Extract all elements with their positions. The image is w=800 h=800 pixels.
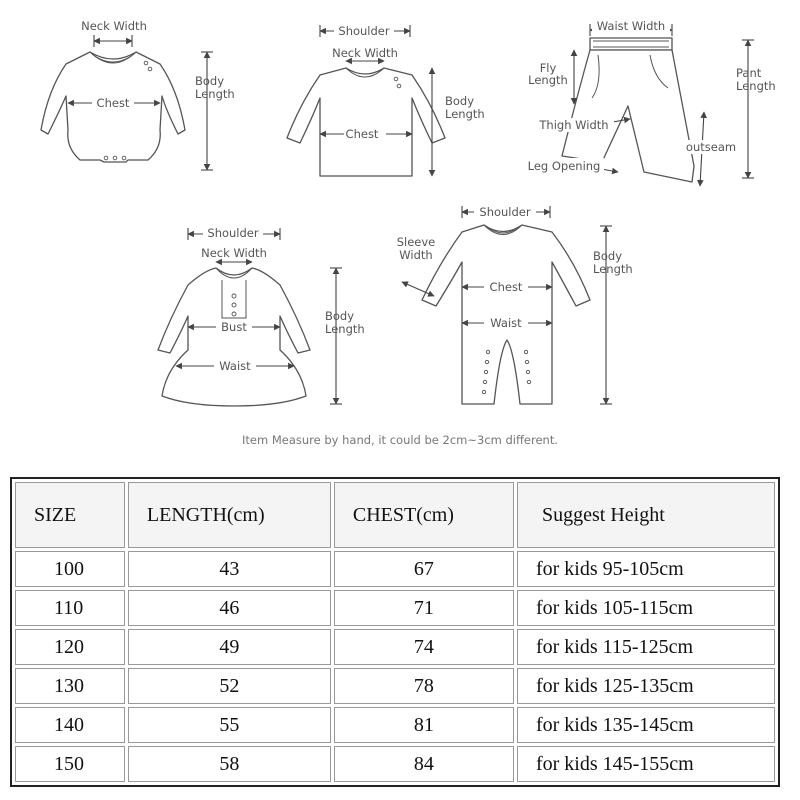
cell-length: 55 <box>128 707 331 743</box>
header-length: LENGTH(cm) <box>128 482 331 548</box>
table-header-row <box>15 482 775 548</box>
romper-waist-label: Waist <box>490 316 522 330</box>
tshirt-button <box>397 84 401 88</box>
bodysuit-button <box>144 61 148 65</box>
dress-body-length-label: Body <box>325 309 355 323</box>
table-row <box>15 707 775 743</box>
romper-snap <box>483 380 486 383</box>
dress-outline <box>158 268 310 406</box>
dress-illustration <box>158 226 365 406</box>
romper-snap <box>525 360 528 363</box>
romper-illustration <box>397 204 633 404</box>
romper-outline <box>422 225 590 404</box>
pants-pant-length-label: Pant <box>736 66 762 80</box>
table-row <box>15 746 775 782</box>
size-table <box>10 477 780 787</box>
romper-sleeve-width-label: Sleeve <box>396 235 436 249</box>
tshirt-illustration <box>287 23 485 176</box>
romper-snap <box>524 350 527 353</box>
romper-body-length-label-2: Length <box>593 262 633 276</box>
romper-shoulder-label: Shoulder <box>479 205 531 219</box>
bodysuit-illustration <box>41 19 235 170</box>
cell-size: 140 <box>15 707 125 743</box>
cell-suggest-height: for kids 95-105cm <box>517 551 775 587</box>
romper-sleeve-width-label-2: Width <box>399 248 433 262</box>
romper-snap <box>526 370 529 373</box>
header-chest: CHEST(cm) <box>334 482 514 548</box>
cell-length: 58 <box>128 746 331 782</box>
table-row <box>15 668 775 704</box>
bodysuit-snap <box>104 156 108 160</box>
pants-fly-length-label: Fly <box>539 61 557 75</box>
dress-body-length-label-2: Length <box>325 322 365 336</box>
pants-leg-opening-label: Leg Opening <box>527 159 601 173</box>
measurement-note: Item Measure by hand, it could be 2cm~3cm different. <box>241 433 559 447</box>
bodysuit-neck-width-label: Neck Width <box>81 19 147 33</box>
bodysuit-button <box>148 67 152 71</box>
cell-suggest-height: for kids 115-125cm <box>517 629 775 665</box>
bodysuit-snap <box>113 156 117 160</box>
pants-outseam-label: outseam <box>685 140 737 154</box>
cell-length: 43 <box>128 551 331 587</box>
cell-size: 120 <box>15 629 125 665</box>
dress-neck-width-label: Neck Width <box>201 246 267 260</box>
cell-suggest-height: for kids 145-155cm <box>517 746 775 782</box>
dress-button <box>232 294 236 298</box>
cell-chest: 78 <box>334 668 514 704</box>
cell-chest: 74 <box>334 629 514 665</box>
romper-snap <box>482 390 485 393</box>
tshirt-neck-width-label: Neck Width <box>332 46 398 60</box>
cell-chest: 81 <box>334 707 514 743</box>
bodysuit-snap <box>122 156 126 160</box>
cell-length: 49 <box>128 629 331 665</box>
cell-size: 130 <box>15 668 125 704</box>
cell-suggest-height: for kids 105-115cm <box>517 590 775 626</box>
tshirt-shoulder-label: Shoulder <box>338 24 390 38</box>
tshirt-outline <box>287 68 445 176</box>
dress-waist-label: Waist <box>219 359 251 373</box>
pants-waistband <box>590 38 672 50</box>
tshirt-button <box>394 77 398 81</box>
pants-pant-length-label-2: Length <box>736 79 776 93</box>
cell-size: 150 <box>15 746 125 782</box>
pants-thigh-width-label: Thigh Width <box>539 118 609 132</box>
cell-suggest-height: for kids 135-145cm <box>517 707 775 743</box>
romper-chest-label: Chest <box>489 280 523 294</box>
romper-snap <box>484 370 487 373</box>
dress-shoulder-label: Shoulder <box>207 226 259 240</box>
header-size: SIZE <box>15 482 125 548</box>
table-row <box>15 590 775 626</box>
cell-length: 46 <box>128 590 331 626</box>
cell-suggest-height: for kids 125-135cm <box>517 668 775 704</box>
romper-snap <box>527 380 530 383</box>
cell-length: 52 <box>128 668 331 704</box>
bodysuit-body-length-label: Body <box>195 74 225 88</box>
cell-chest: 71 <box>334 590 514 626</box>
tshirt-body-length-label-2: Length <box>445 107 485 121</box>
bodysuit-body-length-label-2: Length <box>195 87 235 101</box>
romper-body-length-label: Body <box>593 249 623 263</box>
cell-size: 100 <box>15 551 125 587</box>
bodysuit-chest-label: Chest <box>96 96 130 110</box>
tshirt-body-length-label: Body <box>445 94 475 108</box>
pants-illustration <box>524 19 776 186</box>
dress-button <box>232 303 236 307</box>
table-row <box>15 551 775 587</box>
cell-chest: 67 <box>334 551 514 587</box>
tshirt-chest-label: Chest <box>345 127 379 141</box>
header-suggest-height: Suggest Height <box>517 482 775 548</box>
romper-snap <box>486 350 489 353</box>
dress-button <box>232 312 236 316</box>
table-row <box>15 629 775 665</box>
cell-size: 110 <box>15 590 125 626</box>
pants-waist-width-label: Waist Width <box>596 19 666 33</box>
romper-snap <box>485 360 488 363</box>
dress-bust-label: Bust <box>221 320 247 334</box>
cell-chest: 84 <box>334 746 514 782</box>
pants-fly-length-label-2: Length <box>528 73 568 87</box>
